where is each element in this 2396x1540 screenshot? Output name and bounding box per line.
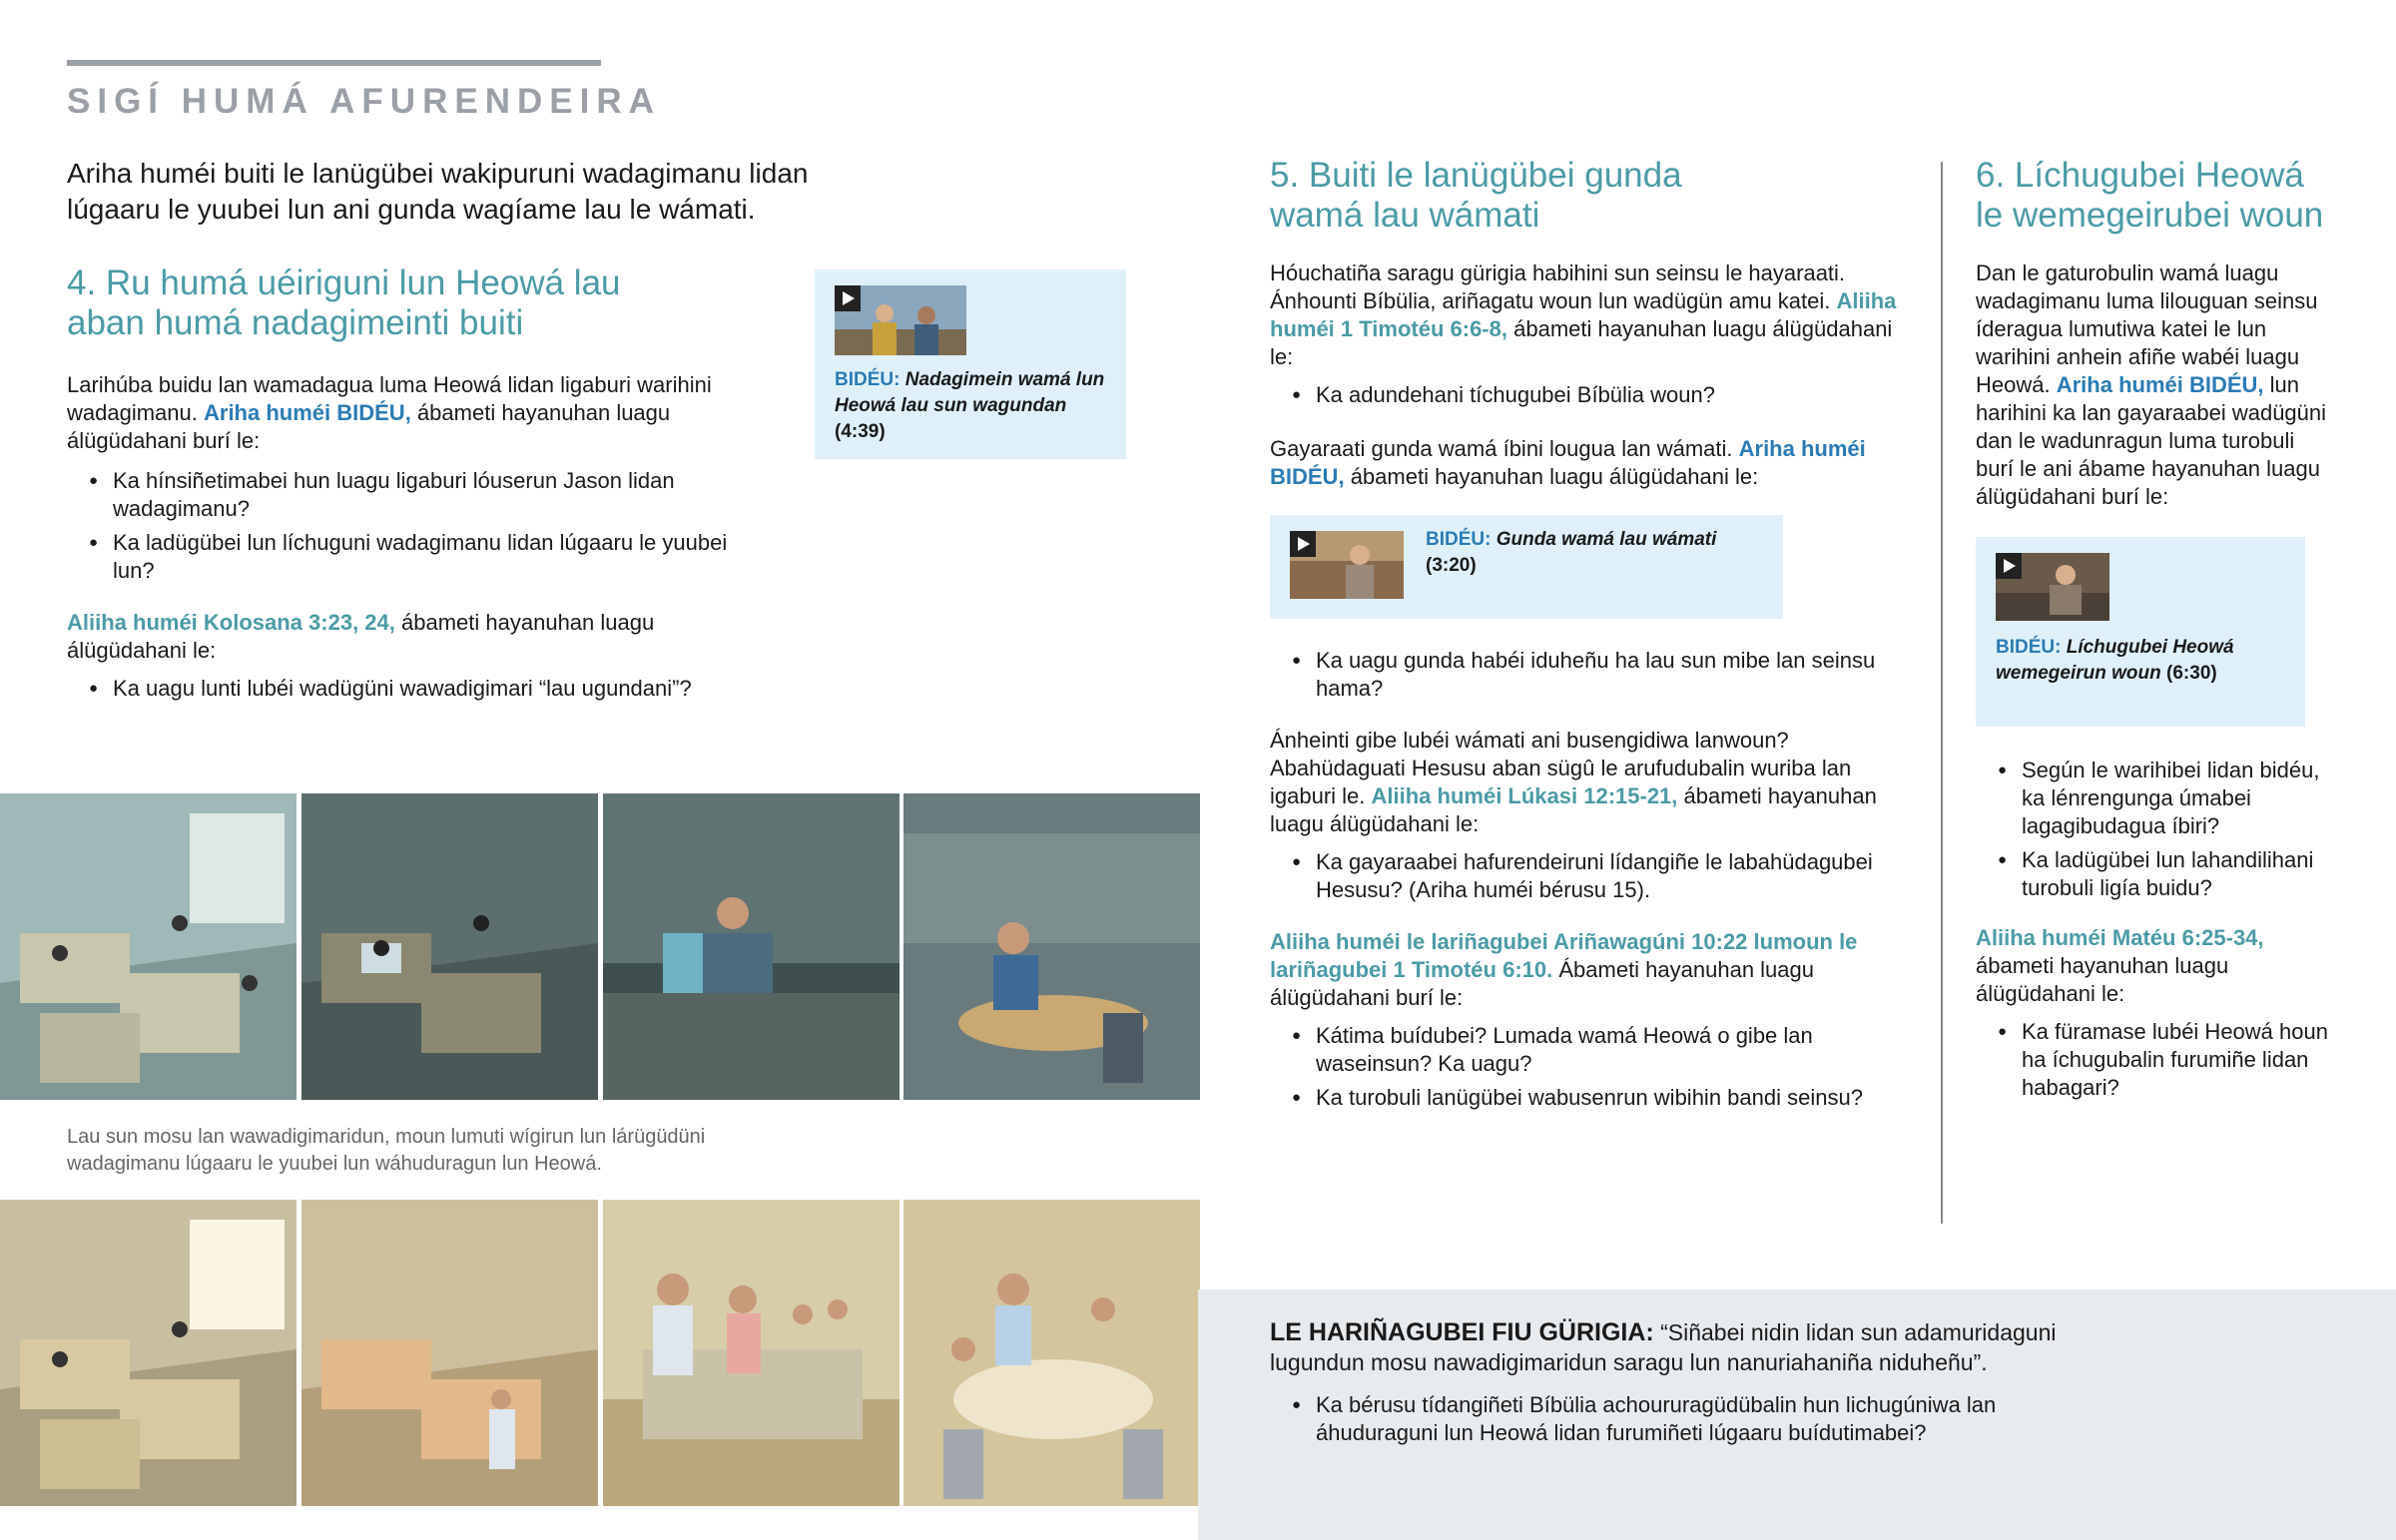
video-duration: (3:20)	[1426, 555, 1477, 576]
video-thumbnail[interactable]	[835, 285, 966, 355]
para-tail: ábameti hayanuhan luagu álügüdahani le:	[1270, 783, 1877, 836]
scripture-link[interactable]: Aliiha huméi le lariñagubei Ariñawagúni 10:22 lumoun le lariñagubei 1 Timotéu 6:10.	[1270, 929, 1858, 982]
review-content	[1270, 1317, 2089, 1453]
section-6-scripture	[1976, 924, 2335, 1008]
section-5-paragraph-4	[1270, 928, 1909, 1012]
title-line: aban humá nadagimeinti buiti	[67, 303, 524, 342]
illustration-office-4	[0, 1200, 297, 1506]
para-tail: ábameti hayanuhan luagu álügüdahani le:	[67, 610, 655, 663]
para-text: Gayaraati gunda wamá íbini lougua lan wámati.	[1270, 436, 1733, 461]
illustration-office-3	[603, 793, 899, 1100]
video-link[interactable]: Ariha huméi BIDÉU,	[1270, 436, 1866, 489]
section-5-paragraph-1	[1270, 259, 1909, 371]
section-5-questions-4	[1270, 1022, 1909, 1112]
section-5-paragraph-2	[1270, 435, 1909, 491]
section-6-paragraph	[1976, 259, 2335, 511]
video-title: Líchugubei Heowá wemegeirun woun	[1996, 637, 2234, 684]
intro-text: Ariha huméi buiti le lanügübei wakipuruni wadagimanu lidan lúgaaru le yuubei lun ani gunda wagíame lau le wámati.	[67, 158, 809, 225]
video-duration: (4:39)	[835, 421, 886, 442]
video-thumbnail[interactable]	[1996, 553, 2109, 621]
review-box	[1198, 1289, 2396, 1540]
question-item: ● Ka bérusu tídangiñeti Bíbülia achoururagüdübalin hun lichugúniwa lan áhuduraguni lun Heowá lidan furumiñeti lúgaaru buídutimabei?	[1316, 1391, 2089, 1447]
question-item: ● Ka gayaraabei hafurendeiruni lídangiñe le labahüdagubei Hesusu? (Ariha huméi bérusu 15).	[1316, 848, 1909, 904]
question-item: ● Ka uagu lunti lubéi wadügüni wawadigimari “lau ugundani”?	[113, 675, 766, 703]
section-6-questions-1	[1976, 757, 2335, 902]
play-icon[interactable]	[835, 285, 861, 311]
video-box-6[interactable]	[1976, 537, 2305, 727]
video-box-5[interactable]	[1270, 515, 1783, 619]
section-5-paragraph-3	[1270, 727, 1909, 838]
review-heading: LE HARIÑAGUBEI FIU GÜRIGIA:	[1270, 1318, 1654, 1346]
question-item: ● Ka adundehani tíchugubei Bíbülia woun?	[1316, 381, 1909, 409]
para-text: Larihúba buidu lan wamadagua luma Heowá lidan ligaburi warihini wadagimanu.	[67, 372, 712, 425]
para-tail: ábameti hayanuhan luagu álügüdahani le:	[1976, 953, 2229, 1006]
section-4	[67, 263, 766, 709]
scripture-link[interactable]: Aliiha huméi 1 Timotéu 6:6-8,	[1270, 288, 1897, 341]
review-questions	[1270, 1391, 2089, 1447]
review-quote-text: “Siñabei nidin lidan sun adamuridaguni lugundun mosu nawadigimaridun saragu lun nanuriahaniña niduheñu”.	[1270, 1319, 2057, 1375]
illustration-office-1	[0, 793, 297, 1100]
video-duration: (6:30)	[2166, 663, 2217, 684]
section-4-title	[67, 263, 766, 343]
video-label: BIDÉU:	[1996, 637, 2062, 658]
scripture-link[interactable]: Aliiha huméi Matéu 6:25-34,	[1976, 925, 2264, 950]
para-text: Hóuchatiña saragu gürigia habihini sun seinsu le hayaraati. Ánhounti Bíbülia, ariñagatu woun lun wadügün amu katei.	[1270, 260, 1846, 313]
header-rule	[67, 60, 601, 66]
question-item: ● Ka turobuli lanügübei wabusenrun wibihin bandi seinsu?	[1316, 1084, 1909, 1112]
video-link[interactable]: Ariha huméi BIDÉU,	[204, 400, 411, 425]
question-item: ● Kátima buídubei? Lumada wamá Heowá o gibe lan waseinsun? Ka uagu?	[1316, 1022, 1909, 1078]
title-line: 5. Buiti le lanügübei gunda	[1270, 156, 1682, 195]
para-tail: Ábameti hayanuhan luagu álügüdahani burí le:	[1270, 957, 1815, 1010]
section-5-questions-2	[1270, 647, 1909, 703]
section-kicker: SIGÍ HUMÁ AFURENDEIRA	[67, 82, 661, 121]
video-title: Nadagimein wamá lun Heowá lau sun wagundan	[835, 369, 1105, 416]
question-item: ● Según le warihibei lidan bidéu, ka lénrengunga úmabei lagagibudagua íbiri?	[2022, 757, 2335, 840]
column-divider	[1941, 162, 1943, 1224]
play-icon[interactable]	[1290, 531, 1316, 557]
section-4-questions	[67, 467, 766, 585]
illustration-family-dinner	[903, 1200, 1200, 1506]
section-6-questions-2	[1976, 1018, 2335, 1102]
question-item: ● Ka uagu gunda habéi iduheñu ha lau sun mibe lan seinsu hama?	[1316, 647, 1909, 703]
illustration-office-2	[301, 793, 598, 1100]
title-line: le wemegeirubei woun	[1976, 196, 2324, 235]
para-tail: lun harihini ka lan gayaraabei wadügüni dan le wadunragun luma turobuli burí le ani ábame hayanuhan luagu álügüdahani burí le:	[1976, 372, 2327, 509]
para-text: Dan le gaturobulin wamá luagu wadagimanu luma lilouguan seinsu íderagua lumutiwa katei le lun warihini anhein afiñe wabéi luagu Heowá.	[1976, 260, 2318, 397]
video-label: BIDÉU:	[1426, 529, 1492, 550]
illustration-caption: Lau sun mosu lan wawadigimaridun, moun lumuti wígirun lun lárügüdüni wadagimanu lúgaaru le yuubei lun wáhuduragun lun Heowá.	[67, 1126, 706, 1175]
section-4-scripture	[67, 609, 766, 665]
video-thumbnail[interactable]	[1290, 531, 1404, 599]
section-5	[1270, 156, 1909, 1118]
section-4-questions-2	[67, 675, 766, 703]
illustration-kitchen-night	[903, 793, 1200, 1100]
question-item: ● Ka ladügübei lun lahandilihani turobuli ligía buidu?	[2022, 846, 2335, 902]
question-item: ● Ka füramase lubéi Heowá houn ha íchugubalin furumiñe lidan habagari?	[2022, 1018, 2335, 1102]
video-caption	[835, 367, 1114, 445]
section-6	[1976, 156, 2335, 1108]
para-tail: ábameti hayanuhan luagu álügüdahani burí le:	[67, 400, 671, 453]
title-line: 4. Ru humá uéiriguni lun Heowá lau	[67, 263, 621, 302]
illustration-office-5	[301, 1200, 598, 1506]
video-label: BIDÉU:	[835, 369, 900, 390]
section-6-title	[1976, 156, 2335, 236]
question-item: ● Ka ladügübei lun líchuguni wadagimanu lidan lúgaaru le yuubei lun?	[113, 529, 766, 585]
title-line: wamá lau wámati	[1270, 196, 1540, 235]
scripture-link[interactable]: Aliiha huméi Kolosana 3:23, 24,	[67, 610, 395, 635]
review-quote	[1270, 1317, 2089, 1377]
para-tail: ábameti hayanuhan luagu álügüdahani le:	[1350, 464, 1759, 489]
video-caption	[1996, 635, 2295, 687]
question-item: ● Ka hínsiñetimabei hun luagu ligaburi lóuserun Jason lidan wadagimanu?	[113, 467, 766, 523]
section-5-questions-1	[1270, 381, 1909, 409]
title-line: 6. Líchugubei Heowá	[1976, 156, 2304, 195]
para-text: Ánheinti gibe lubéi wámati ani busengidiwa lanwoun? Abahüdaguati Hesusu aban sügû le arufudubalin wuriba lan igaburi le.	[1270, 728, 1852, 808]
para-tail: ábameti hayanuhan luagu álügüdahani le:	[1270, 316, 1893, 369]
video-link[interactable]: Ariha huméi BIDÉU,	[2056, 372, 2264, 397]
play-icon[interactable]	[1996, 553, 2022, 579]
video-box-4[interactable]	[815, 269, 1126, 459]
video-caption	[1426, 527, 1765, 579]
section-4-paragraph	[67, 371, 766, 455]
illustration-family-sofa	[603, 1200, 899, 1506]
section-5-title	[1270, 156, 1909, 236]
video-title: Gunda wamá lau wámati	[1496, 529, 1717, 550]
scripture-link[interactable]: Aliiha huméi Lúkasi 12:15-21,	[1371, 783, 1678, 808]
section-5-questions-3	[1270, 848, 1909, 904]
